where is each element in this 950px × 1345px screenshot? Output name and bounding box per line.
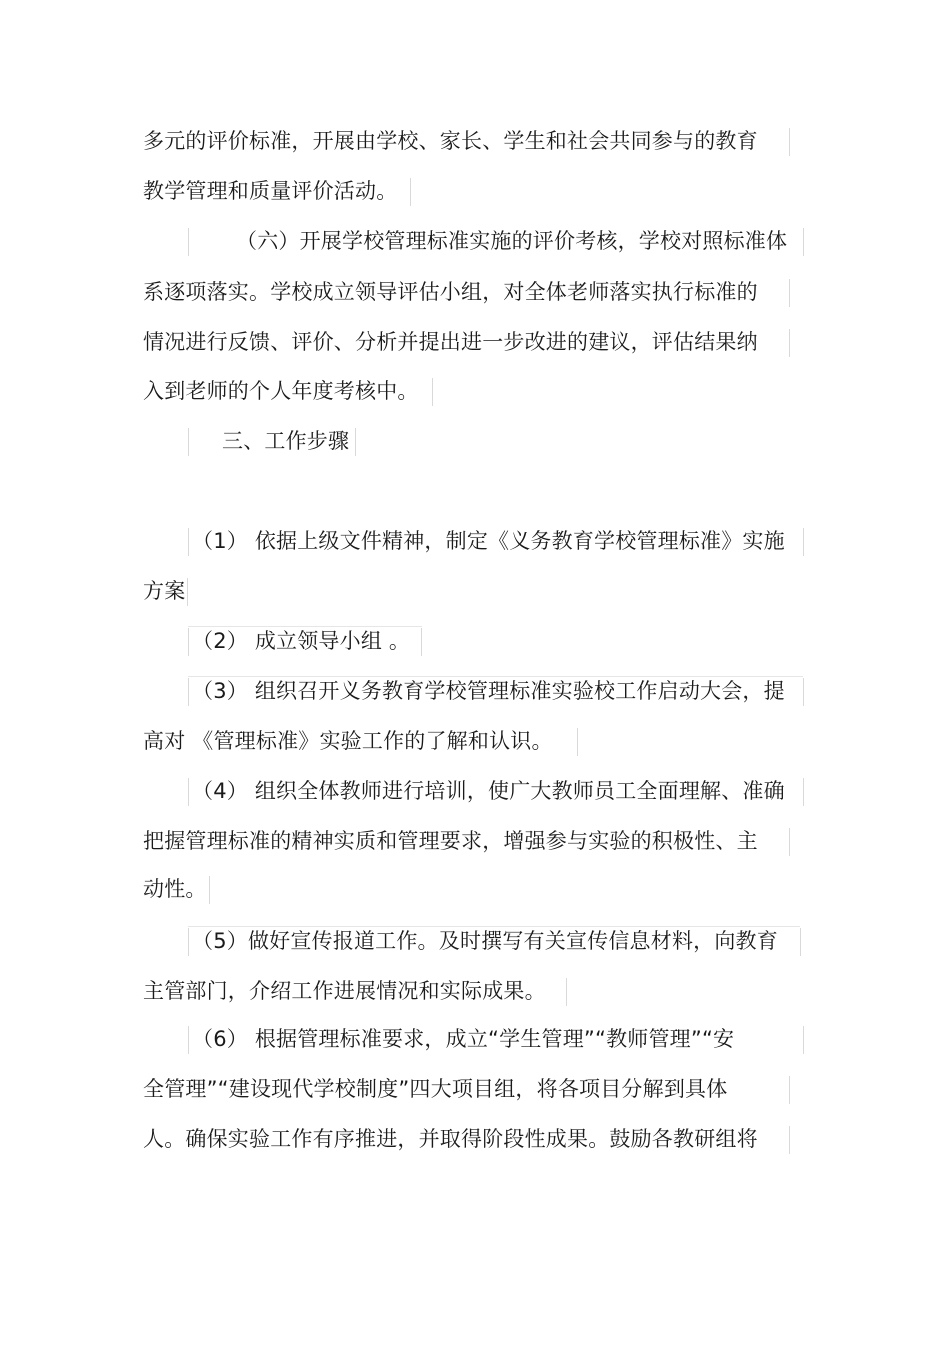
line-text: 高对 《管理标准》实验工作的了解和认识。 [143, 729, 553, 753]
step-4-line-2 [143, 824, 758, 858]
guide-mark [566, 978, 567, 1006]
line-text: （六）开展学校管理标准实施的评价考核，学校对照标准体 [236, 229, 788, 253]
line-text: （6） 根据管理标准要求，成立“学生管理”“教师管理”“安 [192, 1027, 735, 1051]
paragraph-line-5 [143, 325, 758, 359]
line-text: （3） 组织召开义务教育学校管理标准实验校工作启动大会，提 [192, 679, 785, 703]
line-text: 把握管理标准的精神实质和管理要求，增强参与实验的积极性、主 [143, 829, 758, 853]
step-6-line-2 [143, 1072, 727, 1106]
line-text: 方案 [143, 579, 186, 603]
guide-mark [803, 528, 804, 556]
guide-mark [800, 928, 801, 956]
guide-mark [803, 778, 804, 806]
step-3-line-1 [192, 674, 785, 708]
guide-mark [410, 178, 411, 206]
line-text: （4） 组织全体教师进行培训，使广大教师员工全面理解、准确 [192, 779, 785, 803]
guide-mark [432, 378, 433, 406]
guide-mark [187, 578, 188, 606]
guide-mark [188, 928, 189, 956]
step-6-line-3 [143, 1122, 758, 1156]
step-6-line-1 [192, 1022, 734, 1056]
guide-mark [789, 828, 790, 856]
paragraph-line-6 [143, 374, 419, 408]
guide-mark [188, 778, 189, 806]
guide-mark [188, 1026, 189, 1054]
line-text: 人。确保实验工作有序推进，并取得阶段性成果。鼓励各教研组将 [143, 1127, 758, 1151]
guide-mark [188, 678, 189, 706]
guide-mark [789, 329, 790, 357]
section-heading [222, 424, 349, 458]
paragraph-line-4 [143, 275, 758, 309]
guide-mark [188, 628, 189, 656]
line-text: 多元的评价标准，开展由学校、家长、学生和社会共同参与的教育 [143, 129, 758, 153]
guide-mark [789, 279, 790, 307]
paragraph-line-1 [143, 124, 758, 158]
line-text: 系逐项落实。学校成立领导评估小组，对全体老师落实执行标准的 [143, 280, 758, 304]
paragraph-line-2 [143, 174, 397, 208]
step-3-line-2 [143, 724, 553, 758]
guide-mark [355, 428, 356, 456]
step-1-line-2 [143, 574, 185, 608]
line-text: 情况进行反馈、评价、分析并提出进一步改进的建议，评估结果纳 [143, 330, 758, 354]
paragraph-line-3 [236, 224, 787, 258]
guide-mark [789, 128, 790, 156]
line-text: 全管理”“建设现代学校制度”四大项目组，将各项目分解到具体 [143, 1077, 728, 1101]
step-4-line-3 [143, 872, 207, 906]
step-5-line-1 [192, 924, 778, 958]
step-2-line-1 [192, 624, 410, 658]
guide-mark [803, 228, 804, 256]
guide-mark [421, 628, 422, 656]
line-text: （2） 成立领导小组 。 [192, 629, 411, 653]
line-text: 入到老师的个人年度考核中。 [143, 379, 419, 403]
guide-mark [188, 228, 189, 256]
line-text: （5）做好宣传报道工作。及时撰写有关宣传信息材料，向教育 [192, 929, 778, 953]
guide-mark [188, 528, 189, 556]
line-text: 教学管理和质量评价活动。 [143, 179, 398, 203]
guide-mark [577, 728, 578, 756]
guide-mark [803, 1026, 804, 1054]
guide-mark [188, 428, 189, 456]
step-1-line-1 [192, 524, 785, 558]
line-text: 主管部门，介绍工作进展情况和实际成果。 [143, 979, 546, 1003]
guide-mark [789, 1076, 790, 1104]
step-5-line-2 [143, 974, 546, 1008]
guide-mark [789, 1126, 790, 1154]
line-text: 动性。 [143, 877, 207, 901]
guide-mark [209, 876, 210, 904]
guide-mark [803, 678, 804, 706]
line-text: （1） 依据上级文件精神，制定《义务教育学校管理标准》实施 [192, 529, 785, 553]
step-4-line-1 [192, 774, 785, 808]
heading-text: 三、工作步骤 [222, 429, 350, 453]
